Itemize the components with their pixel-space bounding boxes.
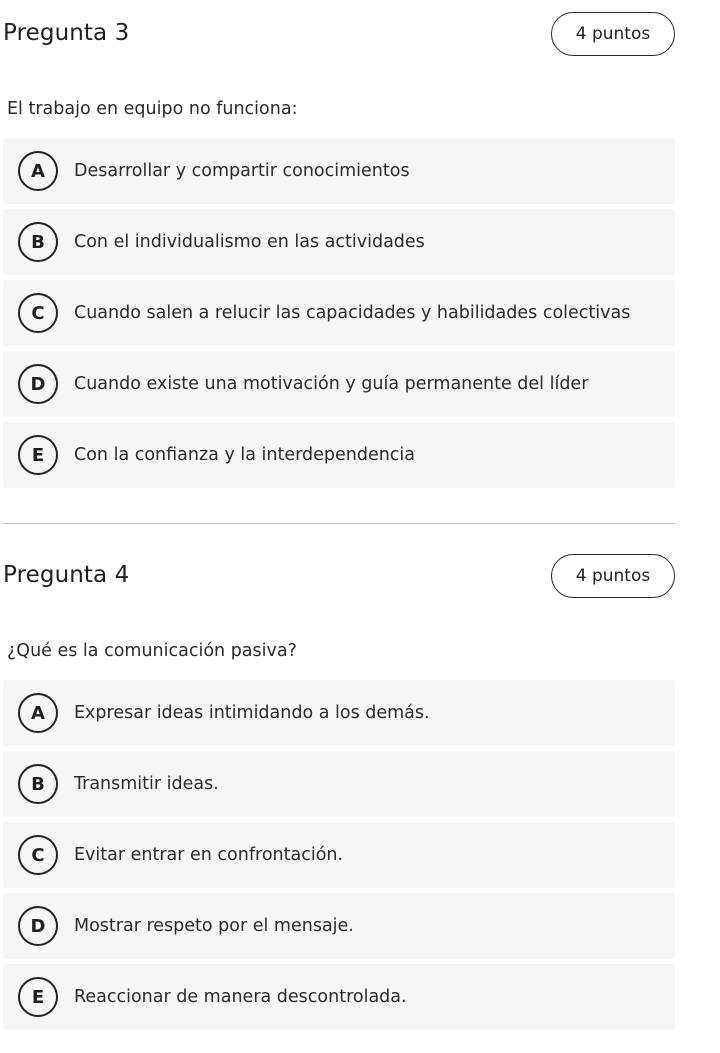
- question-4: [3, 554, 675, 1030]
- option-e[interactable]: [3, 422, 675, 488]
- option-text: Con la confianza y la interdependencia: [74, 445, 416, 465]
- option-letter-badge: E: [18, 977, 58, 1017]
- question-text: ¿Qué es la comunicación pasiva?: [7, 641, 297, 661]
- option-letter-badge: E: [18, 435, 58, 475]
- option-a[interactable]: [3, 138, 675, 204]
- question-header: [3, 554, 675, 610]
- option-d[interactable]: [3, 351, 675, 417]
- quiz-container: [3, 0, 675, 1035]
- option-letter-badge: D: [18, 906, 58, 946]
- option-letter-badge: C: [18, 293, 58, 333]
- option-text: Cuando existe una motivación y guía permanente del líder: [74, 374, 589, 394]
- question-divider: [3, 523, 675, 524]
- option-text: Mostrar respeto por el mensaje.: [74, 916, 354, 936]
- question-3: [3, 12, 675, 488]
- option-a[interactable]: [3, 680, 675, 746]
- question-text: El trabajo en equipo no funciona:: [7, 99, 298, 119]
- option-text: Reaccionar de manera descontrolada.: [74, 987, 407, 1007]
- points-badge: 4 puntos: [551, 554, 675, 598]
- option-letter-badge: D: [18, 364, 58, 404]
- option-text: Desarrollar y compartir conocimientos: [74, 161, 410, 181]
- points-badge: 4 puntos: [551, 12, 675, 56]
- option-text: Transmitir ideas.: [74, 774, 219, 794]
- option-letter-badge: B: [18, 222, 58, 262]
- option-d[interactable]: [3, 893, 675, 959]
- question-title: Pregunta 4: [3, 562, 130, 588]
- option-text: Cuando salen a relucir las capacidades y habilidades colectivas: [74, 303, 631, 323]
- option-c[interactable]: [3, 822, 675, 888]
- option-text: Expresar ideas intimidando a los demás.: [74, 703, 430, 723]
- option-text: Evitar entrar en confrontación.: [74, 845, 344, 865]
- options-list: [3, 138, 675, 488]
- option-text: Con el individualismo en las actividades: [74, 232, 425, 252]
- option-e[interactable]: [3, 964, 675, 1030]
- options-list: [3, 680, 675, 1030]
- option-b[interactable]: [3, 209, 675, 275]
- question-title: Pregunta 3: [3, 20, 130, 46]
- option-letter-badge: A: [18, 693, 58, 733]
- option-letter-badge: A: [18, 151, 58, 191]
- question-header: [3, 12, 675, 68]
- option-c[interactable]: [3, 280, 675, 346]
- option-letter-badge: C: [18, 835, 58, 875]
- option-b[interactable]: [3, 751, 675, 817]
- option-letter-badge: B: [18, 764, 58, 804]
